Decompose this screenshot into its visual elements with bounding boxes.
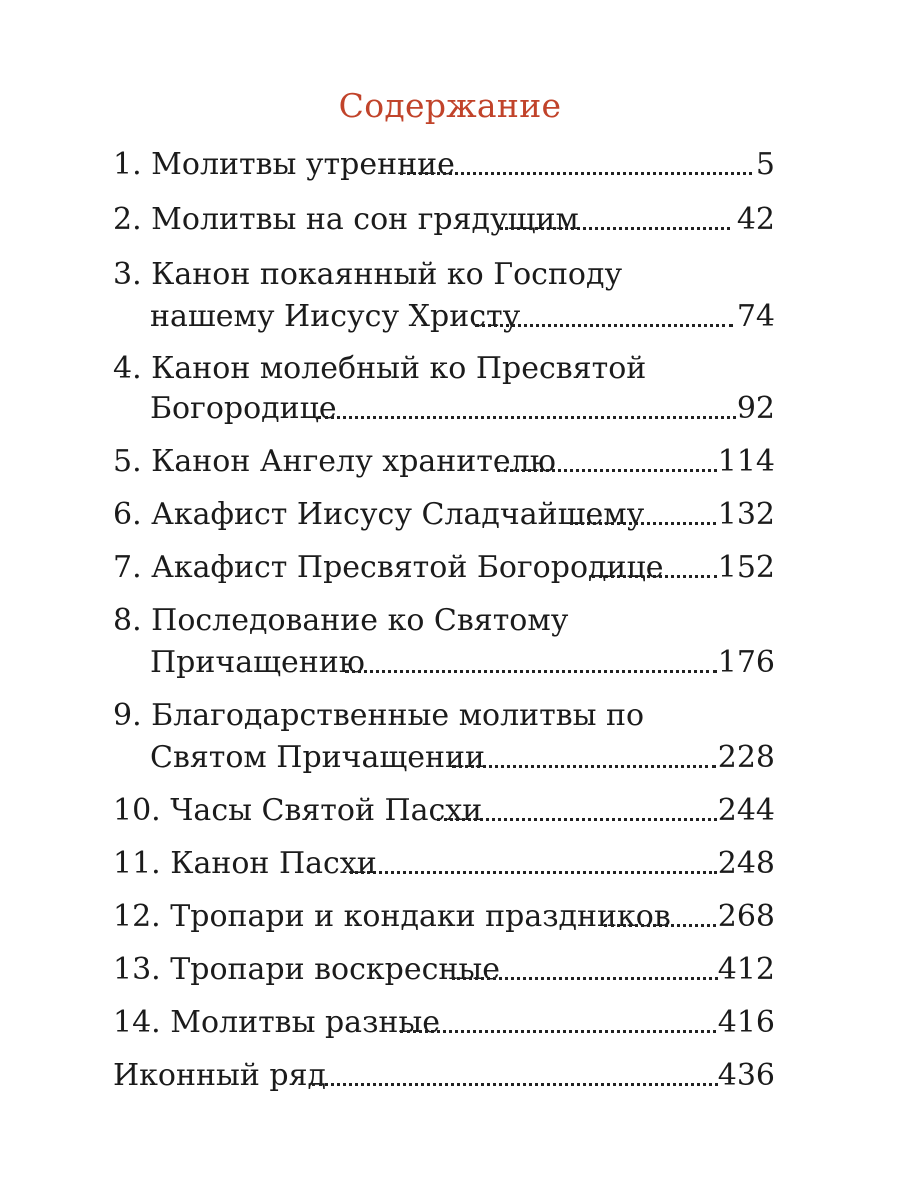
toc-entry-10 <box>0 791 900 831</box>
toc-page-number: 132 <box>717 497 775 532</box>
toc-page-number: 436 <box>717 1058 775 1093</box>
toc-entry-14 <box>0 1003 900 1043</box>
leader-dots <box>437 818 717 826</box>
toc-entry-8-continued <box>0 643 900 683</box>
toc-entry-11 <box>0 844 900 884</box>
leader-dots <box>345 670 717 678</box>
toc-entry-13 <box>0 950 900 990</box>
toc-entry-title: 6. Акафист Иисусу Сладчайшему <box>113 497 645 532</box>
toc-page-number: 416 <box>717 1005 775 1040</box>
toc-entry-title-continued: Богородице <box>150 391 337 426</box>
toc-entry-3-continued <box>0 297 900 337</box>
page-title: Содержание <box>338 86 562 125</box>
toc-entry-8 <box>0 601 900 641</box>
toc-entry-title: 5. Канон Ангелу хранителю <box>113 444 556 479</box>
leader-dots <box>592 575 717 583</box>
toc-entry-title-continued: Святом Причащении <box>150 740 486 775</box>
toc-page-number: 244 <box>717 793 775 828</box>
toc-entry-9 <box>0 696 900 736</box>
toc-page-number: 114 <box>717 444 775 479</box>
toc-entry-7 <box>0 548 900 588</box>
leader-dots <box>318 416 736 424</box>
toc-entry-title: 12. Тропари и кондаки праздников <box>113 899 671 934</box>
toc-page-number: 74 <box>736 299 775 334</box>
leader-dots <box>312 1083 718 1091</box>
toc-entry-1 <box>0 145 900 185</box>
leader-dots <box>570 522 716 530</box>
toc-page-number: 92 <box>736 391 775 426</box>
toc-entry-title-continued: Причащению <box>150 645 365 680</box>
leader-dots <box>400 172 752 180</box>
toc-entry-6 <box>0 495 900 535</box>
toc-entry-5 <box>0 442 900 482</box>
leader-dots <box>452 765 716 773</box>
toc-page-number: 5 <box>755 147 775 182</box>
toc-entry-4 <box>0 349 900 389</box>
toc-entry-title: 3. Канон покаянный ко Господу <box>113 257 623 292</box>
toc-entry-title: 13. Тропари воскресные <box>113 952 501 987</box>
toc-entry-15 <box>0 1056 900 1096</box>
toc-page-number: 412 <box>717 952 775 987</box>
leader-dots <box>500 227 730 235</box>
toc-entry-title: 2. Молитвы на сон грядущим <box>113 202 579 237</box>
leader-dots <box>475 324 733 332</box>
toc-page-number: 152 <box>717 550 775 585</box>
toc-entry-title: Иконный ряд <box>113 1058 326 1093</box>
toc-page-number: 228 <box>717 740 775 775</box>
toc-entry-title: 8. Последование ко Святому <box>113 603 569 638</box>
toc-entry-title: 14. Молитвы разные <box>113 1005 441 1040</box>
toc-page-number: 248 <box>717 846 775 881</box>
leader-dots <box>400 1030 716 1038</box>
toc-entry-title: 10. Часы Святой Пасхи <box>113 793 483 828</box>
toc-page-number: 176 <box>717 645 775 680</box>
leader-dots <box>604 924 716 932</box>
toc-entry-3 <box>0 255 900 295</box>
leader-dots <box>497 469 717 477</box>
toc-entry-title: 11. Канон Пасхи <box>113 846 377 881</box>
toc-page-number: 42 <box>736 202 775 237</box>
toc-entry-title: 7. Акафист Пресвятой Богородице <box>113 550 664 585</box>
leader-dots <box>350 871 717 879</box>
toc-entry-title: 4. Канон молебный ко Пресвятой <box>113 351 647 386</box>
toc-page-number: 268 <box>717 899 775 934</box>
toc-entry-2 <box>0 200 900 240</box>
toc-entry-title: 1. Молитвы утренние <box>113 147 455 182</box>
toc-entry-title: 9. Благодарственные молитвы по <box>113 698 645 733</box>
toc-entry-4-continued <box>0 389 900 429</box>
toc-entry-12 <box>0 897 900 937</box>
toc-entry-title-continued: нашему Иисусу Христу <box>150 299 521 334</box>
leader-dots <box>452 977 718 985</box>
toc-entry-9-continued <box>0 738 900 778</box>
